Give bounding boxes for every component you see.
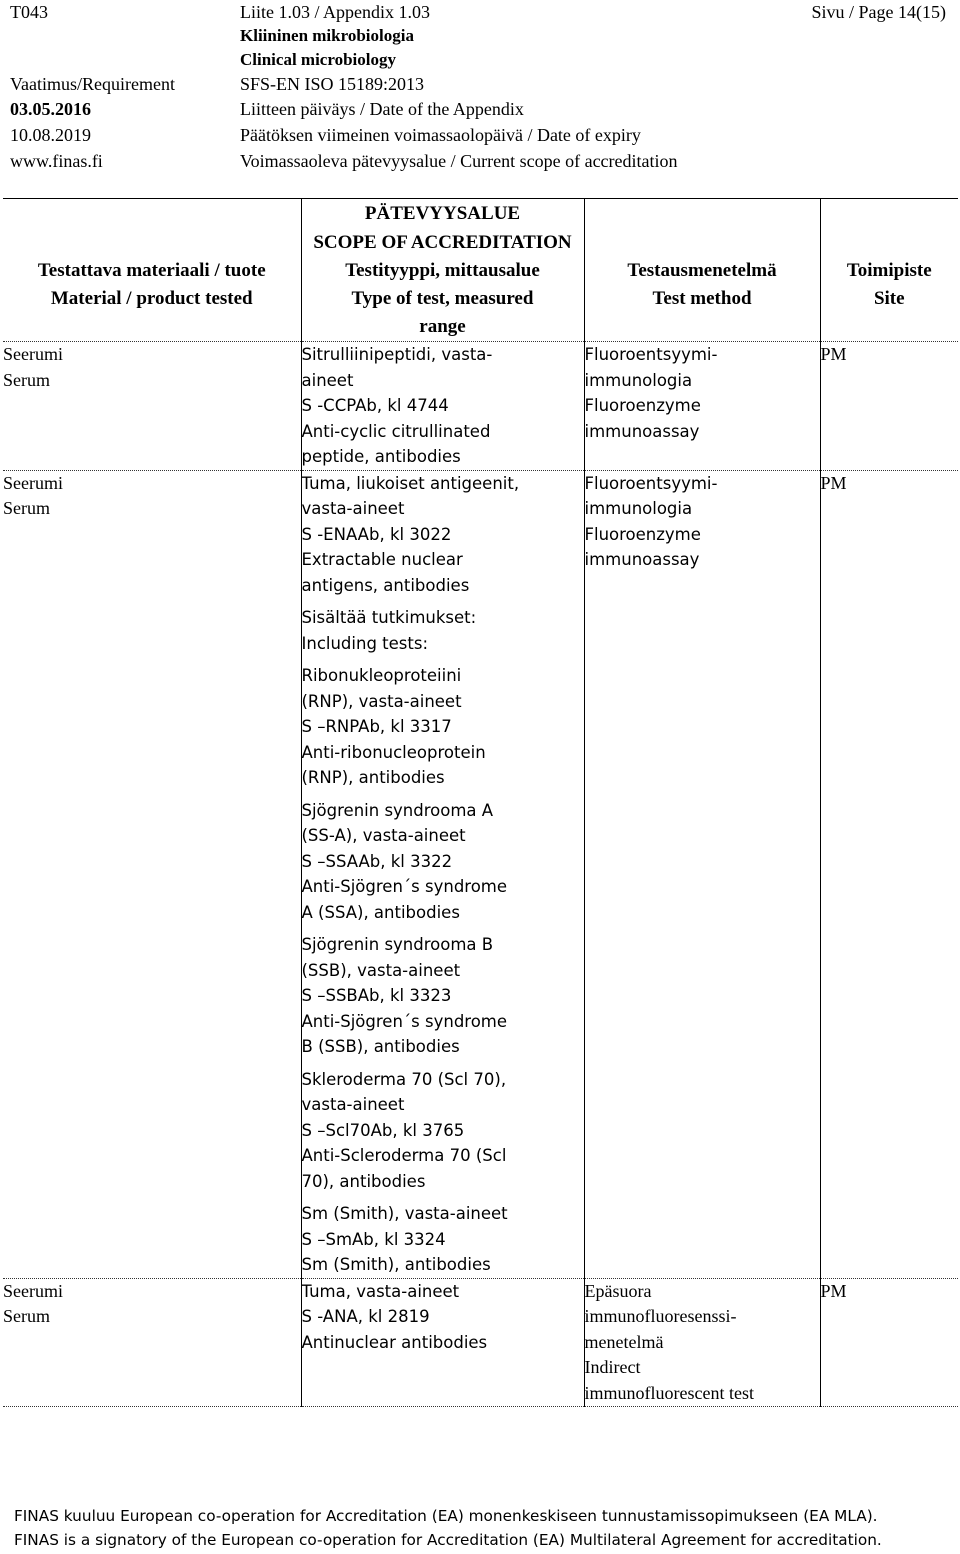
footer-note-fi: FINAS kuuluu European co-operation for Accreditation (EA) monenkeskiseen tunnustamissopimukseen (EA MLA).: [14, 1507, 878, 1525]
footer-note-en: FINAS is a signatory of the European co-operation for Accreditation (EA) Multilateral Agreement for accreditation.: [14, 1531, 882, 1549]
col-header-material-en: Material / product tested: [50, 288, 253, 309]
site-code: PM: [820, 472, 847, 493]
col-header-test-fi: Testityyppi, mittausalue: [345, 260, 540, 281]
test-line: Sm (Smith), vasta-aineet: [301, 1204, 508, 1223]
test-line: S –SSAAb, kl 3322: [301, 851, 453, 871]
test-line: S -CCPAb, kl 4744: [301, 396, 449, 415]
method-line: immunofluoresenssi-: [584, 1306, 737, 1326]
test-line: Sjögrenin syndrooma B: [301, 935, 494, 954]
material-cell: [3, 1278, 301, 1407]
method-line: immunologia: [584, 370, 693, 390]
test-block: [302, 605, 584, 656]
test-block: [302, 798, 584, 926]
material-line: Serum: [3, 1306, 50, 1326]
test-line: Ribonukleoproteiini: [301, 666, 462, 685]
appendix-date-label: Liitteen päiväys / Date of the Appendix: [240, 99, 524, 119]
test-line: vasta-aineet: [301, 1095, 405, 1114]
col-header-method-fi: Testausmenetelmä: [627, 260, 777, 281]
test-line: S -ANA, kl 2819: [301, 1307, 430, 1326]
material-line: Serum: [3, 498, 50, 518]
expiry-date-label: Päätöksen viimeinen voimassaolopäivä / Date of expiry: [240, 125, 641, 145]
col-header-site: [820, 257, 958, 342]
unit-name-fi: Kliininen mikrobiologia: [240, 26, 414, 45]
test-line: (SS-A), vasta-aineet: [301, 826, 466, 845]
unit-name-en: Clinical microbiology: [240, 50, 396, 69]
table-row: [3, 470, 958, 1278]
test-block: [302, 342, 584, 470]
scope-table: [3, 198, 958, 1407]
test-line: A (SSA), antibodies: [301, 902, 460, 922]
scope-title-en: SCOPE OF ACCREDITATION: [313, 232, 572, 253]
test-line: S -ENAAb, kl 3022: [301, 524, 452, 544]
material-line: Seerumi: [3, 1280, 63, 1301]
test-line: Antinuclear antibodies: [301, 1332, 488, 1352]
test-method-cell: [584, 342, 820, 471]
method-line: Epäsuora: [584, 1280, 652, 1301]
col-header-method: [584, 257, 820, 342]
col-header-site-fi: Toimipiste: [846, 260, 932, 281]
test-type-cell: [301, 1278, 584, 1407]
test-line: Tuma, liukoiset antigeenit,: [301, 473, 520, 493]
test-line: S –SmAb, kl 3324: [301, 1229, 446, 1249]
test-line: (SSB), vasta-aineet: [301, 960, 461, 980]
method-line: Fluoroenzyme: [584, 396, 701, 415]
scope-rows: [3, 342, 958, 1407]
appendix-label: Liite 1.03 / Appendix 1.03: [240, 2, 430, 22]
test-line: S –RNPAb, kl 3317: [301, 717, 452, 736]
test-type-cell: [301, 470, 584, 1278]
test-line: Tuma, vasta-aineet: [301, 1281, 460, 1301]
method-line: immunoassay: [584, 550, 700, 569]
material-line: Seerumi: [3, 344, 63, 364]
method-line: Fluoroenzyme: [584, 524, 701, 544]
col-header-test-en-range: range: [419, 316, 466, 337]
table-row: [3, 1278, 958, 1407]
site-code: PM: [820, 1280, 847, 1301]
test-line: S –SSBAb, kl 3323: [301, 986, 452, 1005]
test-line: (RNP), vasta-aineet: [301, 691, 462, 711]
test-line: Sisältää tutkimukset:: [301, 608, 477, 627]
test-line: Including tests:: [301, 633, 429, 653]
test-block: [302, 1279, 584, 1356]
document-code: T043: [10, 2, 48, 22]
test-line: Anti-Sjögren´s syndrome: [301, 877, 508, 896]
method-line: immunofluorescent test: [584, 1382, 754, 1403]
test-block: [302, 1067, 584, 1195]
method-line: Indirect: [584, 1357, 641, 1377]
site-cell: [820, 1278, 958, 1407]
scope-label: Voimassaoleva pätevyysalue / Current scope of accreditation: [240, 151, 678, 171]
site-cell: [820, 342, 958, 471]
test-line: peptide, antibodies: [301, 447, 461, 466]
site-code: PM: [820, 344, 847, 364]
method-line: Fluoroentsyymi-: [584, 345, 718, 364]
title-cell-empty: [820, 199, 958, 258]
test-line: aineet: [301, 370, 354, 390]
material-cell: [3, 342, 301, 471]
test-line: Anti-Scleroderma 70 (Scl: [301, 1146, 507, 1165]
test-block: [302, 932, 584, 1060]
scope-title: [301, 199, 584, 258]
title-cell-empty: [3, 199, 301, 258]
test-line: antigens, antibodies: [301, 575, 470, 595]
test-method-cell: [584, 1278, 820, 1407]
test-line: Sjögrenin syndrooma A: [301, 800, 494, 820]
test-line: Extractable nuclear: [301, 550, 463, 569]
col-header-method-en: Test method: [652, 288, 752, 309]
test-block: [302, 471, 584, 599]
test-line: Anti-Sjögren´s syndrome: [301, 1011, 508, 1031]
test-line: 70), antibodies: [301, 1171, 426, 1191]
test-line: Anti-cyclic citrullinated: [301, 421, 491, 441]
test-line: (RNP), antibodies: [301, 768, 445, 787]
requirement-label: Vaatimus/Requirement: [10, 74, 175, 94]
test-block: [302, 1201, 584, 1278]
test-line: Anti-ribonucleoprotein: [301, 742, 486, 762]
test-line: Skleroderma 70 (Scl 70),: [301, 1069, 507, 1089]
method-line: Fluoroentsyymi-: [584, 473, 718, 493]
col-header-test-en: Type of test, measured: [351, 288, 534, 309]
material-line: Serum: [3, 369, 50, 390]
col-header-test: [301, 257, 584, 342]
method-line: menetelmä: [584, 1331, 664, 1352]
test-line: vasta-aineet: [301, 499, 405, 518]
test-line: Sitrulliinipeptidi, vasta-: [301, 345, 493, 364]
table-row: [3, 342, 958, 471]
test-line: B (SSB), antibodies: [301, 1037, 460, 1056]
appendix-date: 03.05.2016: [10, 99, 91, 119]
method-line: immunologia: [584, 499, 693, 518]
material-cell: [3, 470, 301, 1278]
col-header-site-en: Site: [873, 288, 905, 309]
test-block: [302, 663, 584, 791]
test-line: Sm (Smith), antibodies: [301, 1255, 491, 1274]
requirement-value: SFS-EN ISO 15189:2013: [240, 74, 425, 94]
site-cell: [820, 470, 958, 1278]
col-header-material: [3, 257, 301, 342]
page-number: Sivu / Page 14(15): [811, 2, 946, 22]
test-type-cell: [301, 342, 584, 471]
title-cell-empty: [584, 199, 820, 258]
method-line: immunoassay: [584, 421, 700, 441]
col-header-material-fi: Testattava materiaali / tuote: [37, 260, 266, 281]
material-line: Seerumi: [3, 472, 63, 493]
website-link[interactable]: www.finas.fi: [10, 151, 103, 171]
expiry-date: 10.08.2019: [10, 125, 91, 145]
scope-title-fi: PÄTEVYYSALUE: [364, 203, 521, 224]
test-method-cell: [584, 470, 820, 1278]
test-line: S –Scl70Ab, kl 3765: [301, 1120, 465, 1140]
